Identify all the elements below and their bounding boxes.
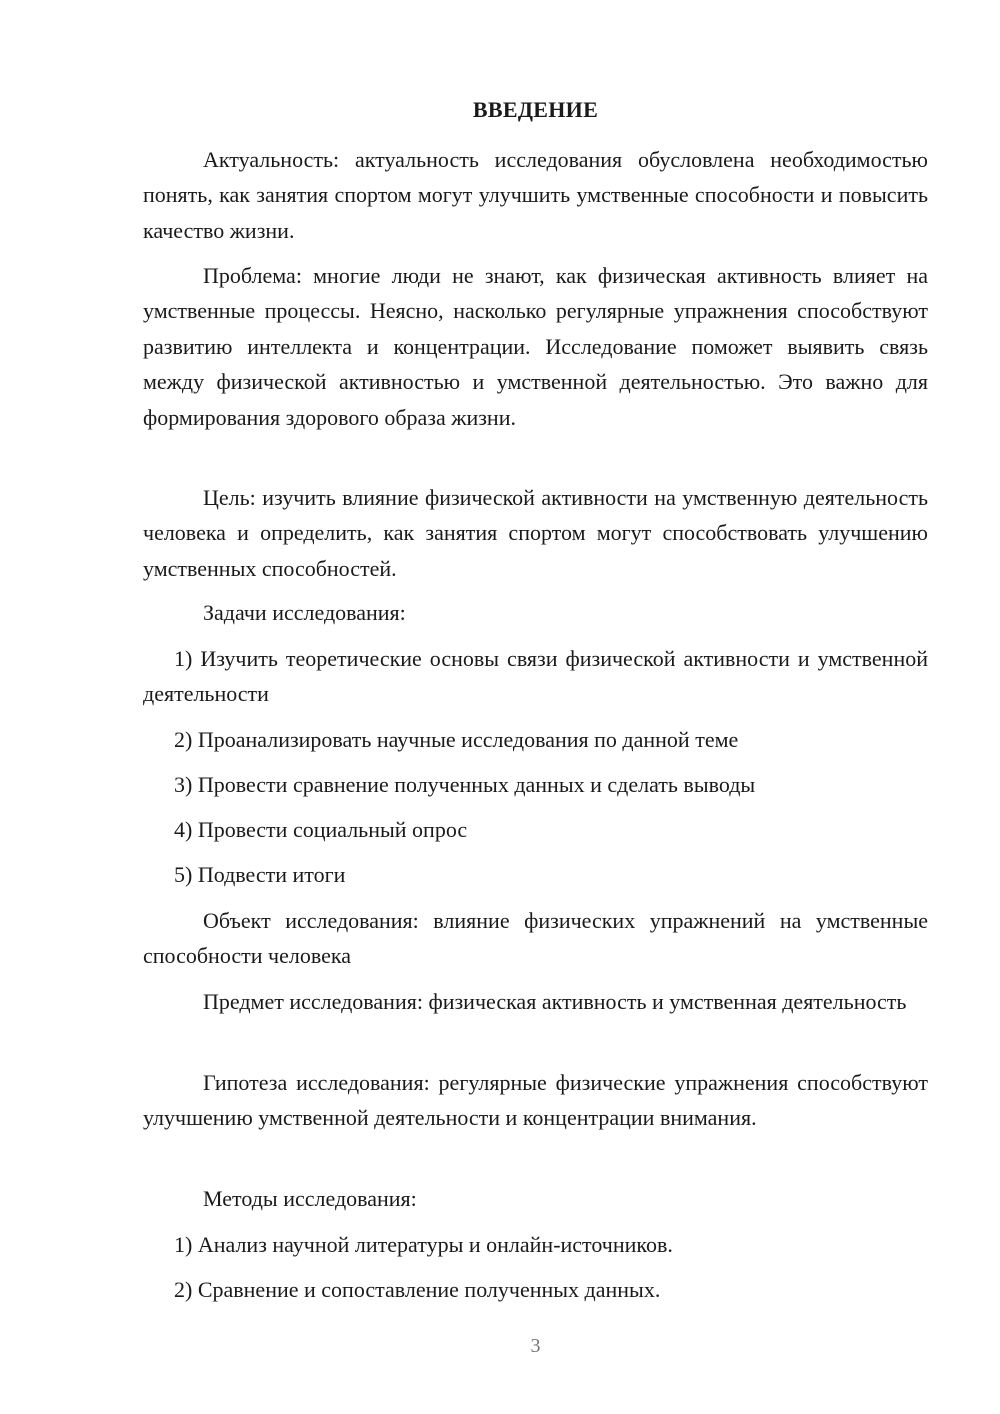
paragraph-subject: Предмет исследования: физическая активность и умственная деятельность [203,989,907,1014]
page-title: ВВЕДЕНИЕ [472,97,599,122]
list-item-task-1: 1) Изучить теоретические основы связи физической активности и умственной деятельности [143,646,928,707]
list-item-task-4: 4) Провести социальный опрос [174,817,468,842]
list-item-task-2: 2) Проанализировать научные исследования по данной теме [174,727,739,752]
paragraph-problem: Проблема: многие люди не знают, как физическая активность влияет на умственные процессы. Неясно, насколько регулярные упражнения способствуют развитию интеллекта и концентрации. Исследование поможет выявить связь между физической активностью и умственной деятельностью. Это важно для формирования здорового образа жизни. [143,263,928,430]
list-item-method-2: 2) Сравнение и сопоставление полученных данных. [174,1277,661,1302]
paragraph-methods-heading: Методы исследования: [203,1186,417,1211]
paragraph-tasks-heading: Задачи исследования: [203,600,406,625]
list-item-method-1: 1) Анализ научной литературы и онлайн-источников. [174,1232,673,1257]
list-item-task-3: 3) Провести сравнение полученных данных и сделать выводы [174,772,756,797]
page-number: 3 [530,1335,541,1357]
paragraph-object: Объект исследования: влияние физических упражнений на умственные способности человека [143,908,928,969]
paragraph-relevance: Актуальность: актуальность исследования обусловлена необходимостью понять, как занятия спортом могут улучшить умственные способности и повысить качество жизни. [143,147,928,243]
paragraph-hypothesis: Гипотеза исследования: регулярные физические упражнения способствуют улучшению умственной деятельности и концентрации внимания. [143,1070,928,1131]
paragraph-goal: Цель: изучить влияние физической активности на умственную деятельность человека и определить, как занятия спортом могут способствовать улучшению умственных способностей. [143,485,928,581]
list-item-task-5: 5) Подвести итоги [174,862,346,887]
